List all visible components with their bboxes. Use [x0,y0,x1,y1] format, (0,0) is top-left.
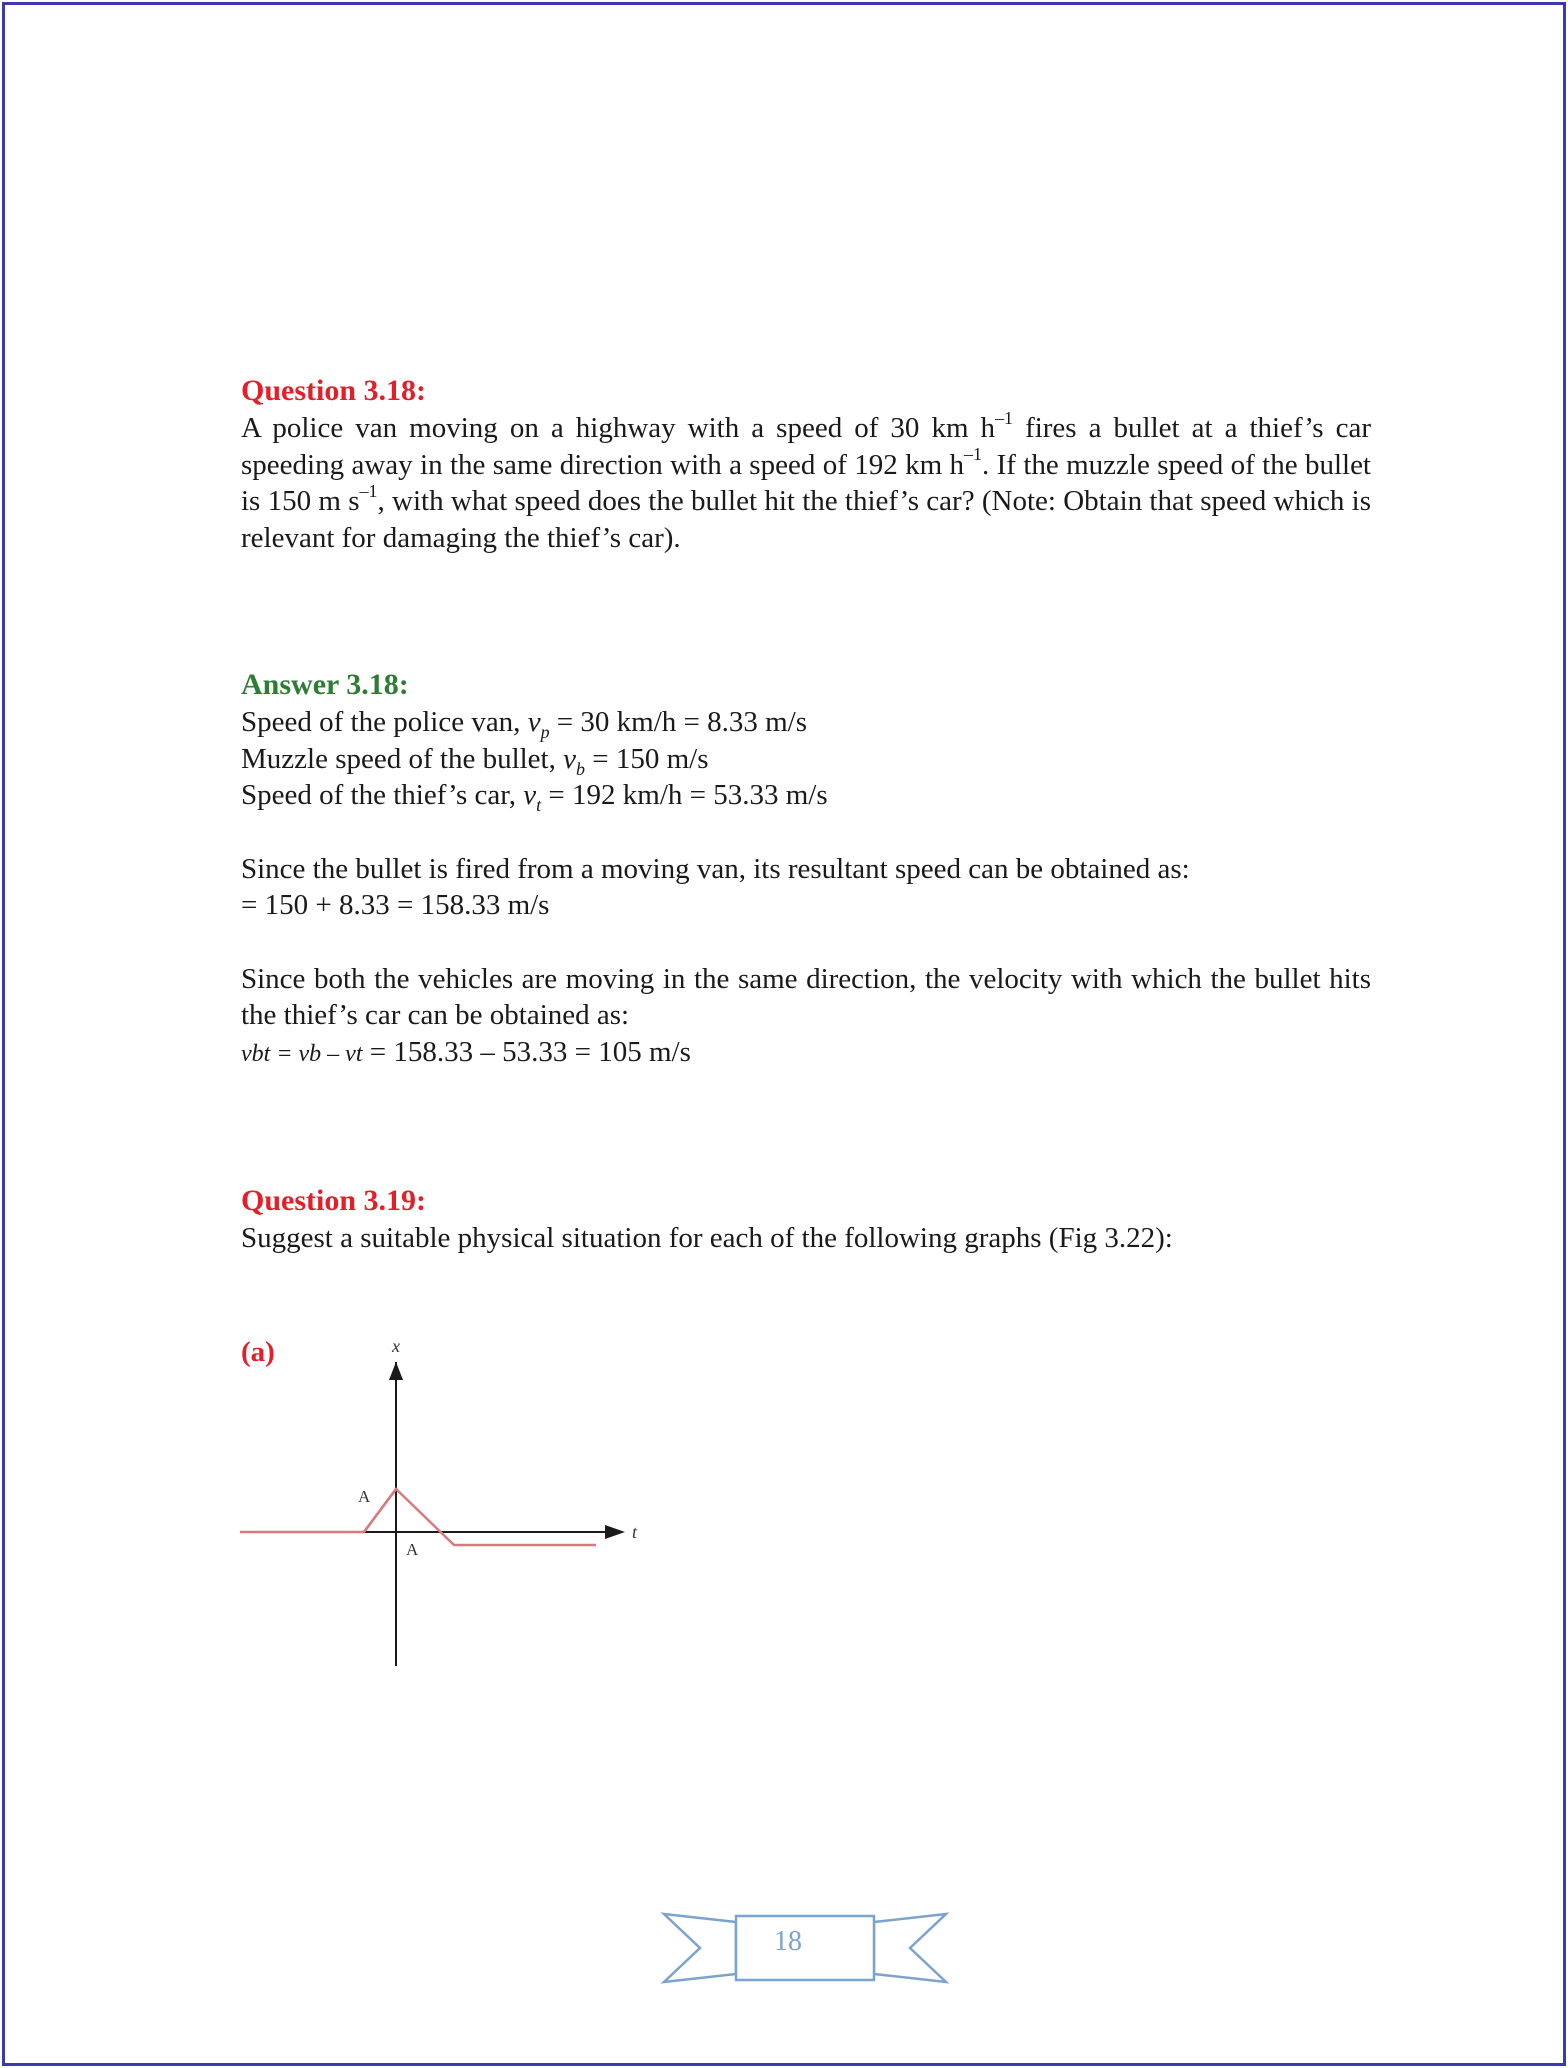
spacer [241,556,1371,666]
line-2-pre: Muzzle speed of the bullet, [241,742,564,775]
spacer [241,814,1371,851]
line-3-pre: Speed of the thief’s car, [241,779,524,811]
question-18-heading: Question 3.18: [241,374,427,407]
line-1-pre: Speed of the police van, [241,706,528,738]
spacer [241,924,1371,961]
line-1-post: = 30 km/h = 8.33 m/s [549,706,808,738]
graph-a [230,1330,650,1670]
q18-sup-2: –1 [964,444,983,465]
line-3-var: v [523,779,537,811]
answer-line-thief-car [241,777,1371,814]
q18-text-2: fires a bullet at a thief’s car speeding away in the same direction with a speed of 192 km h [241,412,1372,481]
line-2-post: = 150 m/s [584,742,709,775]
graph-x-label: t [632,1522,638,1542]
ribbon-left [664,1914,736,1982]
page-number: 18 [774,1926,802,1957]
page-content [241,372,1371,1370]
answer-para-resultant: Since the bullet is fired from a moving van, its resultant speed can be obtained as: [241,852,1190,885]
line-2-sub: b [576,758,585,779]
answer-18-heading: Answer 3.18: [241,668,409,701]
line-3-sub: t [536,794,542,815]
graph-a-label: (a) [241,1335,275,1368]
question-18-text [241,407,1372,556]
answer-calc-resultant: = 150 + 8.33 = 158.33 m/s [241,889,550,921]
graph-curve [240,1489,596,1545]
graph-point-a-upper: A [358,1487,371,1506]
ribbon-right [874,1914,946,1982]
line-2-var: v [563,742,576,775]
q18-sup-1: –1 [995,407,1014,428]
answer-line-police-van [241,704,1371,741]
line-3-post: = 192 km/h = 53.33 m/s [541,779,828,811]
answer-para-relative: Since both the vehicles are moving in the same direction, the velocity with which the bullet hits the thief’s car can be obtained as: [241,962,1371,1031]
graph-point-a-lower: A [406,1540,419,1559]
spacer [241,1072,1371,1182]
line-1-sub: p [540,721,550,742]
question-19-text: Suggest a suitable physical situation for each of the following graphs (Fig 3.22): [241,1222,1173,1254]
formula-lhs: vbt = vb – vt [241,1040,363,1067]
answer-formula [241,1034,1371,1073]
graph-y-label: x [392,1336,400,1356]
q18-sup-3: –1 [359,480,378,501]
answer-line-muzzle-speed [241,741,1371,778]
q18-text-3: . If the muzzle speed of the bullet is 150 m s [241,448,1371,517]
formula-rhs: = 158.33 – 53.33 = 105 m/s [362,1035,691,1068]
question-19-heading: Question 3.19: [241,1184,427,1217]
q18-text-1: A police van moving on a highway with a speed of 30 km h [241,412,996,444]
graph-y-axis-arrow [389,1362,403,1380]
graph-x-axis-arrow [605,1525,625,1539]
q18-text-4: , with what speed does the bullet hit the thief’s car? (Note: Obtain that speed which is relevant for damaging the thief’s car). [241,485,1372,554]
line-1-var: v [527,706,541,738]
